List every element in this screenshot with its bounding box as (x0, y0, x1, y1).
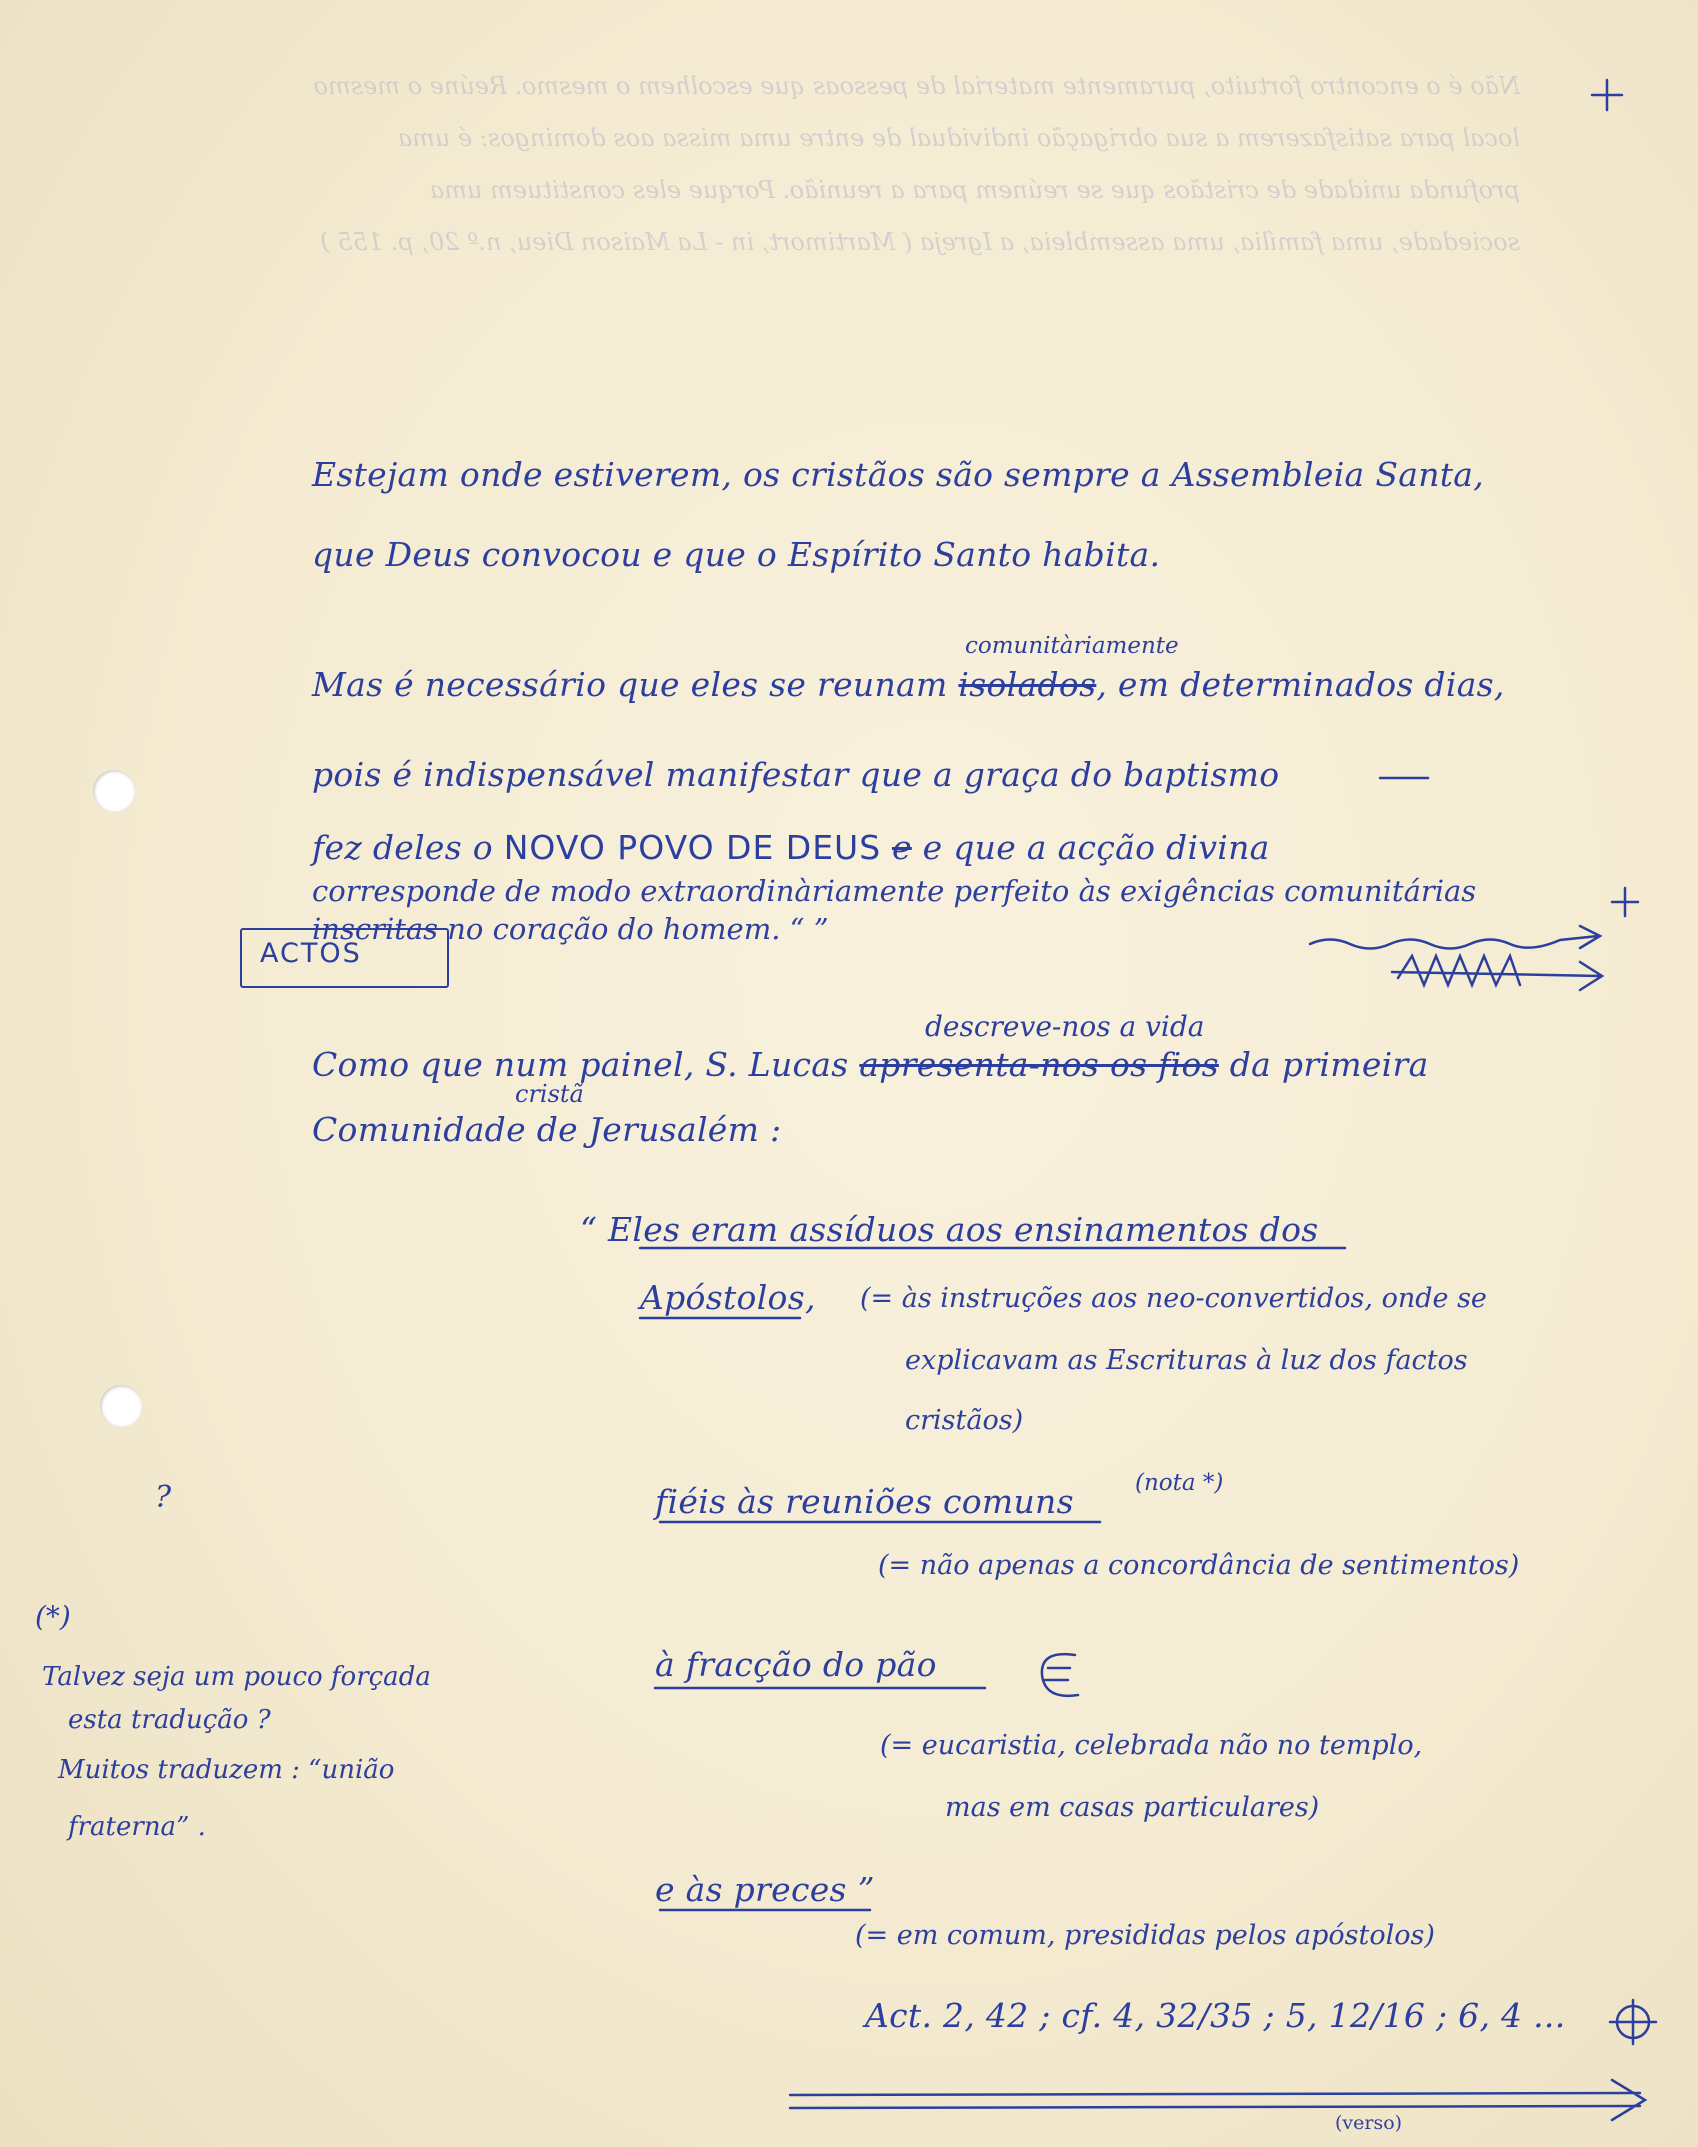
verso-note: (verso) (1335, 2112, 1403, 2134)
question-mark: ? (155, 1480, 172, 1515)
text-line-2: que Deus convocou e que o Espírito Santo habita. (312, 535, 1161, 574)
text-line-9: Comunidade de Jerusalém : (312, 1110, 782, 1149)
struck-word: e (891, 828, 912, 867)
quote-line-6: (= não apenas a concordância de sentimentos) (878, 1550, 1520, 1581)
side-note-line-3: Muitos traduzem : “união (58, 1755, 395, 1785)
margin-box-actos (240, 928, 449, 988)
text-line-1: Estejam onde estiverem, os cristãos são sempre a Assembleia Santa, (312, 455, 1485, 494)
text-line-8-start: Como que num painel, S. Lucas (312, 1045, 849, 1084)
quote-line-1: “ Eles eram assíduos aos ensinamentos dos (580, 1210, 1319, 1249)
quote-line-2-note: (= às instruções aos neo-convertidos, onde se (860, 1283, 1487, 1314)
insert-comunitariamente: comunitàriamente (965, 633, 1179, 659)
margin-cross-mid (1612, 888, 1638, 916)
quote-line-3: explicavam as Escrituras à luz dos factos (905, 1345, 1468, 1376)
text-line-7: inscritas no coração do homem. “ ” (312, 912, 829, 946)
margin-box-label: ACTOS (260, 938, 362, 969)
text-line-3-end: , em determinados dias, (1096, 665, 1505, 704)
asterisk-marker: (*) (35, 1600, 71, 1633)
quote-line-10: e às preces ” (655, 1870, 875, 1909)
text-line-3 (312, 665, 1505, 704)
bottom-arrow (790, 2080, 1645, 2120)
text-line-4: pois é indispensável manifestar que a graça do baptismo (312, 755, 1280, 794)
struck-word-isolados: isolados (958, 665, 1097, 704)
quote-line-7: à fracção do pão (655, 1645, 937, 1684)
quote-line-5-note: (nota *) (1135, 1470, 1224, 1496)
wavy-arrow (1310, 926, 1600, 949)
side-note-line-2: esta tradução ? (68, 1705, 271, 1735)
mark-after-pao (1042, 1654, 1078, 1696)
text-line-5 (312, 828, 1270, 867)
struck-apresenta-nos: apresenta-nos os fios (859, 1045, 1219, 1084)
text-line-5-start: fez deles o (312, 828, 493, 867)
novo-povo-de-deus: NOVO POVO DE DEUS (503, 828, 882, 867)
insert-descreve-nos: descreve-nos a vida (925, 1010, 1205, 1043)
text-line-3-start: Mas é necessário que eles se reunam (312, 665, 948, 704)
side-note-line-4: fraterna” . (68, 1812, 206, 1842)
punch-hole-bottom (100, 1385, 142, 1427)
punch-hole-top (93, 770, 135, 812)
text-line-5-end: e que a acção divina (922, 828, 1270, 867)
quote-line-11: (= em comum, presididas pelos apóstolos) (855, 1920, 1435, 1951)
bleed-through-text: Não é o encontro fortuito, puramente material de pessoas que escolhem o mesmo. Reúne o mesmo local para satisfazerem a sua obrigação individual de entre uma missa aos domingos: é uma profunda unidade de cristãos que se reúnem para a reunião. Porque eles constituem uma sociedade, uma família, uma assembleia, a Igreja ( Martimort, in - La Maison Dieu, n.º 20, p. 155 ) (313, 72, 1520, 256)
quote-line-2: Apóstolos, (640, 1278, 816, 1317)
circled-cross (1617, 2006, 1649, 2038)
text-line-8 (312, 1045, 1429, 1084)
text-line-8-end: da primeira (1229, 1045, 1429, 1084)
quote-line-9: mas em casas particulares) (945, 1792, 1320, 1823)
quote-line-4: cristãos) (905, 1405, 1024, 1436)
scribble-arrow (1392, 956, 1602, 990)
text-line-6: corresponde de modo extraordinàriamente perfeito às exigências comunitárias (312, 874, 1477, 908)
side-note-line-1: Talvez seja um pouco forçada (42, 1662, 431, 1692)
reference-line: Act. 2, 42 ; cf. 4, 32/35 ; 5, 12/16 ; 6, 4 ... (865, 1996, 1566, 2035)
quote-line-8: (= eucaristia, celebrada não no templo, (880, 1730, 1423, 1761)
margin-cross-top (1592, 80, 1622, 110)
quote-line-5: fiéis às reuniões comuns (655, 1482, 1074, 1521)
insert-crista: cristã (515, 1080, 584, 1108)
